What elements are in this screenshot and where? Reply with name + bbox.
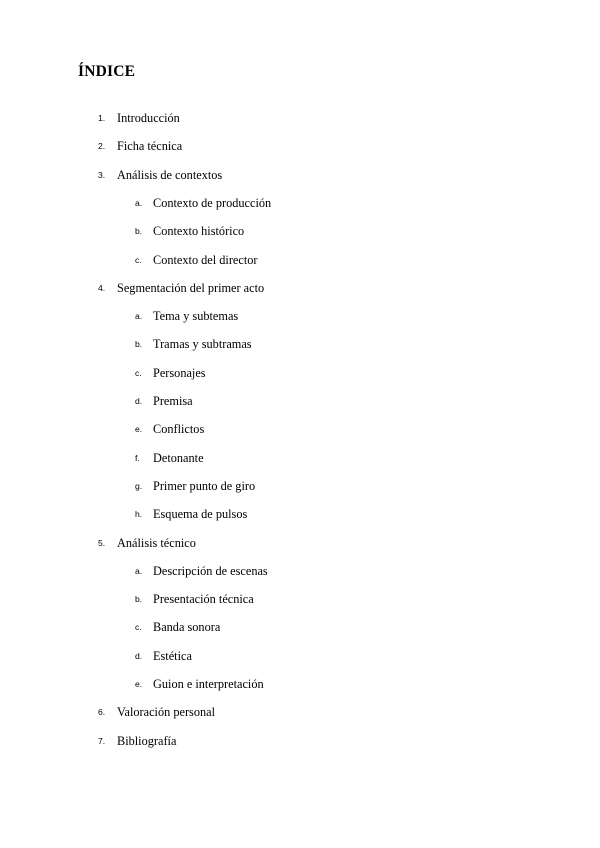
toc-entry-marker: e.	[135, 679, 143, 689]
toc-subentry	[0, 422, 600, 438]
toc-entry	[0, 536, 600, 552]
toc-entry-label: Detonante	[153, 450, 204, 465]
toc-subentry	[0, 479, 600, 495]
toc-entry	[0, 281, 600, 297]
toc-subentry	[0, 366, 600, 382]
toc-entry-label: Introducción	[117, 111, 180, 125]
toc-subentry	[0, 253, 600, 269]
toc-entry-label: Personajes	[153, 365, 206, 380]
toc-entry	[0, 111, 600, 127]
toc-entry-label: Tramas y subtramas	[153, 337, 252, 352]
toc-entry-marker: b.	[135, 339, 143, 350]
toc-entry-label: Contexto histórico	[153, 224, 245, 239]
toc-entry-marker: g.	[135, 480, 143, 491]
toc-entry-marker: a.	[135, 197, 143, 208]
toc-entry-label: Primer punto de giro	[153, 478, 256, 493]
toc-entry-marker: b.	[135, 226, 143, 237]
toc-subentry	[0, 620, 600, 636]
toc-entry-marker: 6.	[98, 707, 106, 718]
toc-entry-marker: c.	[135, 367, 142, 378]
toc-entry-label: Esquema de pulsos	[153, 507, 248, 522]
toc-entry	[0, 734, 600, 750]
toc-subentry	[0, 649, 600, 665]
toc-entry-marker: 4.	[98, 282, 106, 293]
toc-entry-label: Banda sonora	[153, 620, 221, 635]
toc-entry	[0, 168, 600, 184]
toc-entry-label: Bibliografía	[117, 733, 177, 748]
page-title: ÍNDICE	[78, 63, 136, 80]
toc-entry-label: Conflictos	[153, 422, 205, 437]
toc-entry	[0, 705, 600, 721]
toc-entry-label: Premisa	[153, 394, 193, 408]
toc-entry-label: Análisis de contextos	[117, 167, 223, 182]
toc-entry-label: Contexto de producción	[153, 195, 272, 210]
toc-entry-marker: d.	[135, 396, 143, 406]
toc-entry-marker: a.	[135, 565, 143, 576]
toc-subentry	[0, 196, 600, 212]
toc-entry-marker: d.	[135, 650, 143, 661]
toc-subentry	[0, 564, 600, 580]
toc-entry-label: Estética	[153, 648, 192, 663]
toc-entry-label: Contexto del director	[153, 252, 258, 267]
toc-entry-marker: b.	[135, 594, 143, 605]
toc-entry-marker: 5.	[98, 537, 106, 548]
toc-entry-marker: 3.	[98, 169, 106, 180]
toc-entry-marker: 1.	[98, 113, 106, 123]
toc-subentry	[0, 309, 600, 325]
toc-entry-label: Presentación técnica	[153, 592, 254, 607]
toc-entry-label: Descripción de escenas	[153, 563, 268, 578]
toc-entry-label: Segmentación del primer acto	[117, 280, 265, 295]
toc-entry-marker: c.	[135, 254, 142, 265]
toc-entry-marker: h.	[135, 509, 143, 520]
toc-subentry	[0, 451, 600, 467]
toc-subentry	[0, 394, 600, 410]
toc-entry-marker: e.	[135, 424, 143, 435]
toc-entry-marker: c.	[135, 622, 142, 633]
toc-entry-label: Tema y subtemas	[153, 309, 239, 324]
toc-subentry	[0, 592, 600, 608]
toc-subentry	[0, 337, 600, 353]
toc-entry-marker: 7.	[98, 735, 106, 746]
toc-entry-label: Valoración personal	[117, 705, 215, 720]
toc-entry-label: Análisis técnico	[117, 535, 196, 550]
toc-entry-marker: a.	[135, 311, 143, 322]
toc-entry-marker: 2.	[98, 141, 106, 152]
toc-entry-label: Ficha técnica	[117, 139, 183, 154]
toc-entry	[0, 139, 600, 155]
toc-entry-marker: f.	[135, 452, 140, 463]
toc-subentry	[0, 224, 600, 240]
toc-subentry	[0, 677, 600, 693]
toc-entry-label: Guion e interpretación	[153, 677, 264, 691]
toc-subentry	[0, 507, 600, 523]
